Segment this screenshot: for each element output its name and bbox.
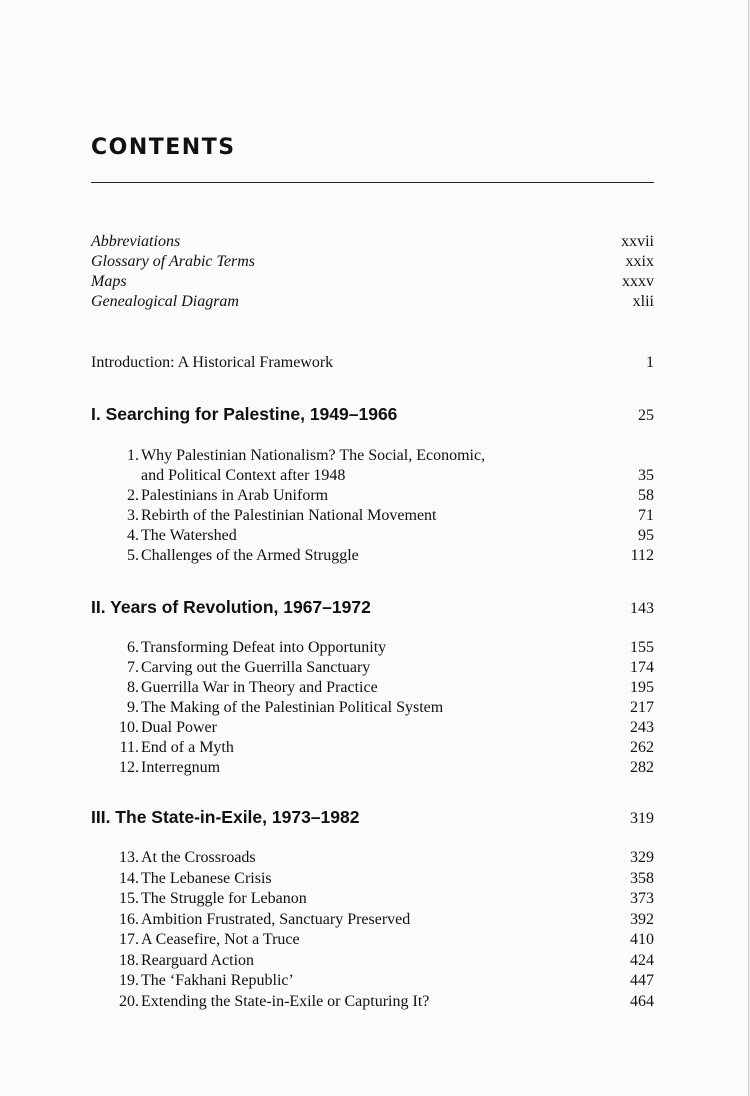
toc-entry-maps[interactable]: [91, 272, 654, 292]
part-title: II. Years of Revolution, 1967–1972: [91, 597, 371, 617]
chapter-page: 410: [630, 931, 654, 948]
chapter-page: 58: [638, 487, 654, 504]
toc-chapter-9[interactable]: [91, 698, 654, 718]
chapter-title: A Ceasefire, Not a Truce: [141, 931, 300, 948]
heading-rule: [91, 182, 654, 183]
toc-chapter-5[interactable]: [91, 546, 654, 566]
chapter-number: 12.: [119, 759, 139, 776]
chapter-title: The ‘Fakhani Republic’: [141, 972, 294, 989]
toc-chapter-19[interactable]: [91, 971, 654, 991]
chapter-title: Interregnum: [141, 759, 221, 776]
toc-chapter-7[interactable]: [91, 658, 654, 678]
chapter-title: Palestinians in Arab Uniform: [141, 487, 329, 504]
chapter-page: 71: [638, 507, 654, 524]
toc-chapter-4[interactable]: [91, 526, 654, 546]
part-title: III. The State-in-Exile, 1973–1982: [91, 807, 360, 827]
toc-chapter-6[interactable]: [91, 638, 654, 658]
chapter-page: 243: [630, 719, 654, 736]
part-page: 319: [630, 810, 654, 827]
chapter-page: 464: [630, 993, 654, 1010]
toc-chapter-18[interactable]: [91, 951, 654, 971]
chapter-number: 13.: [119, 849, 139, 866]
entry-page: xlii: [632, 293, 654, 310]
chapter-number: 17.: [119, 931, 139, 948]
chapter-title: At the Crossroads: [141, 849, 256, 866]
chapter-page: 95: [638, 527, 654, 544]
chapter-title: Guerrilla War in Theory and Practice: [141, 679, 378, 696]
toc-chapter-17[interactable]: [91, 930, 654, 950]
chapter-title: Dual Power: [141, 719, 217, 736]
chapter-number: 9.: [127, 699, 139, 716]
chapter-title: Carving out the Guerrilla Sanctuary: [141, 659, 371, 676]
toc-entry-genealogical-diagram[interactable]: [91, 292, 654, 312]
part-page: 25: [638, 407, 654, 424]
chapter-page: 217: [630, 699, 654, 716]
toc-chapter-14[interactable]: [91, 869, 654, 889]
chapter-title: Challenges of the Armed Struggle: [141, 547, 359, 564]
chapter-title: Why Palestinian Nationalism? The Social, Economic,: [141, 447, 486, 464]
chapter-number: 2.: [127, 487, 139, 504]
toc-part-3[interactable]: [91, 807, 654, 827]
chapter-page: 112: [630, 547, 654, 564]
entry-title: Introduction: A Historical Framework: [91, 354, 334, 371]
toc-chapter-16[interactable]: [91, 910, 654, 930]
chapter-number: 18.: [119, 952, 139, 969]
chapter-page: 282: [630, 759, 654, 776]
chapter-page: 424: [630, 952, 654, 969]
part-title: I. Searching for Palestine, 1949–1966: [91, 404, 398, 424]
toc-entry-abbreviations[interactable]: [91, 232, 654, 252]
entry-title: Genealogical Diagram: [91, 293, 239, 310]
chapter-title: Extending the State-in-Exile or Capturing It?: [141, 993, 430, 1010]
chapter-number: 3.: [127, 507, 139, 524]
chapter-page: 262: [630, 739, 654, 756]
entry-title: Abbreviations: [91, 233, 181, 250]
chapter-title-continued: and Political Context after 1948: [141, 467, 346, 484]
contents-heading: CONTENTS: [91, 135, 236, 160]
chapter-page: 329: [630, 849, 654, 866]
toc-entry-glossary[interactable]: [91, 252, 654, 272]
toc-chapter-13[interactable]: [91, 848, 654, 868]
toc-chapter-3[interactable]: [91, 506, 654, 526]
toc-chapter-12[interactable]: [91, 758, 654, 778]
entry-page: 1: [646, 354, 654, 371]
chapter-title: Rebirth of the Palestinian National Movement: [141, 507, 437, 524]
chapter-title: The Lebanese Crisis: [141, 870, 272, 887]
chapter-number: 7.: [127, 659, 139, 676]
toc-part-1[interactable]: [91, 404, 654, 424]
entry-title: Maps: [91, 273, 127, 290]
chapter-page: 174: [630, 659, 654, 676]
entry-page: xxvii: [621, 233, 654, 250]
chapter-number: 19.: [119, 972, 139, 989]
toc-chapter-1[interactable]: [91, 446, 654, 466]
toc-chapter-20[interactable]: [91, 992, 654, 1012]
toc-chapter-8[interactable]: [91, 678, 654, 698]
chapter-title: The Making of the Palestinian Political System: [141, 699, 444, 716]
chapter-number: 1.: [127, 447, 139, 464]
chapter-number: 20.: [119, 993, 139, 1010]
toc-chapter-11[interactable]: [91, 738, 654, 758]
part-page: 143: [630, 600, 654, 617]
chapter-title: End of a Myth: [141, 739, 234, 756]
chapter-page: 392: [630, 911, 654, 928]
chapter-number: 16.: [119, 911, 139, 928]
chapter-title: Ambition Frustrated, Sanctuary Preserved: [141, 911, 411, 928]
chapter-number: 15.: [119, 890, 139, 907]
chapter-page: 447: [630, 972, 654, 989]
chapter-page: 155: [630, 639, 654, 656]
chapter-page: 35: [638, 467, 654, 484]
chapter-number: 8.: [127, 679, 139, 696]
chapter-page: 358: [630, 870, 654, 887]
chapter-title: The Watershed: [141, 527, 237, 544]
chapter-title: Transforming Defeat into Opportunity: [141, 639, 387, 656]
entry-title: Glossary of Arabic Terms: [91, 253, 256, 270]
entry-page: xxix: [625, 253, 654, 270]
toc-chapter-10[interactable]: [91, 718, 654, 738]
toc-entry-introduction[interactable]: [91, 353, 654, 373]
chapter-number: 5.: [127, 547, 139, 564]
toc-chapter-1-continued[interactable]: [91, 466, 654, 486]
chapter-title: Rearguard Action: [141, 952, 255, 969]
chapter-title: The Struggle for Lebanon: [141, 890, 307, 907]
chapter-page: 373: [630, 890, 654, 907]
toc-part-2[interactable]: [91, 597, 654, 617]
chapter-number: 14.: [119, 870, 139, 887]
chapter-number: 6.: [127, 639, 139, 656]
toc-chapter-2[interactable]: [91, 486, 654, 506]
chapter-page: 195: [630, 679, 654, 696]
entry-page: xxxv: [622, 273, 654, 290]
chapter-number: 4.: [127, 527, 139, 544]
chapter-number: 10.: [119, 719, 139, 736]
toc-chapter-15[interactable]: [91, 889, 654, 909]
chapter-number: 11.: [119, 739, 139, 756]
